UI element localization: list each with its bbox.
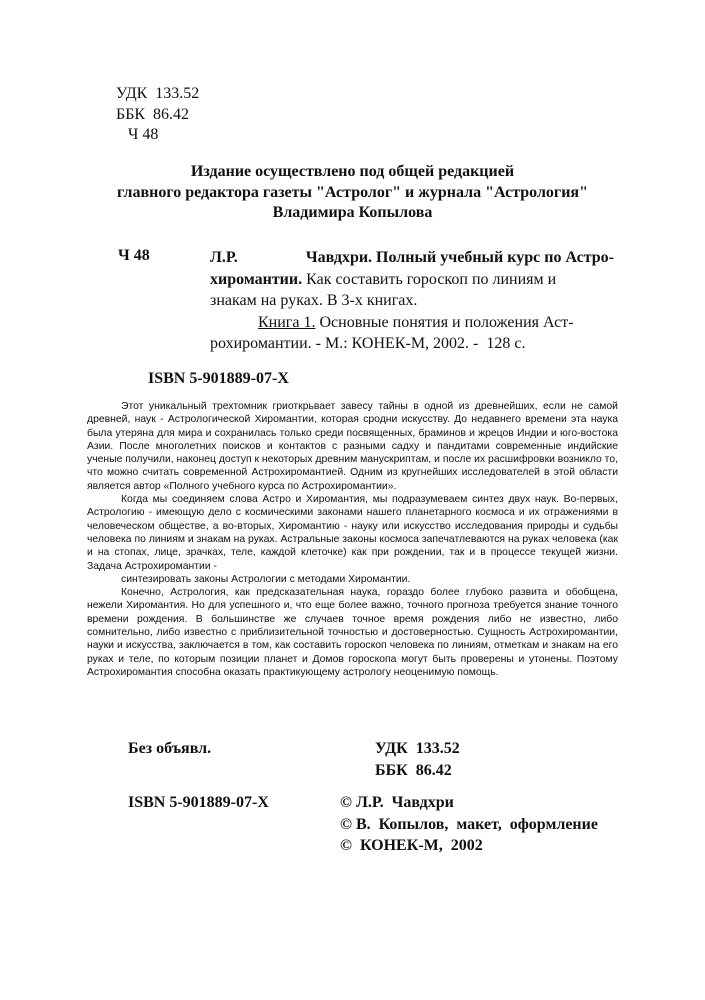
bib-subtitle: Как составить гороскоп по линиям и xyxy=(302,270,557,288)
abstract-paragraph: синтезировать законы Астрологии с методами Хиромантии. xyxy=(121,573,411,585)
abstract-paragraph: Конечно, Астрология, как предсказательная наука, гораздо более глубоко развита и обобщена, нежели Хиромантия. Но для успешного и, что еще более важно, точного прогноза требуется знание точного времени рождения. В большинстве же случаев точное время рождения либо не известно, либо сомнительно, либо известно с приблизительной точностью и достоверностью. Сущность Астрохиромантии, науки и искусства, заключается в том, как составить гороскоп человека по линиям, отметкам и знакам на его руках и теле, по которым позиции планет и Домов гороскопа могут быть проверены и утонены. Поэтому Астрохиромантия способна оказать практикующему астрологу неоценимую помощь. xyxy=(87,587,618,678)
abstract-paragraph: Этот уникальный трехтомник гриоткрьвает завесу тайны в одной из древнейших, если не самой древней, наук - Астрологической Хиромантии, которая сродни искусству. До недавнего времени эта наука была утеряна для мира и сохранилась только среди посвященных, браминов и жрецов Индии и юго-востока Азии. После многолетних поисков и контактов с разными садху и пандитами современные индийские ученые получили, наконец доступ к некоторых древним манускриптам, и после их расшифровки возникло то, что можно считать современной Астрохиромантией. Одним из кругнейших исследователей в этой области является автор «Полного учебного курса по Астрохиромантии». xyxy=(87,401,618,492)
author-sign: Ч 48 xyxy=(116,126,159,143)
bib-line-5: рохиромантии. - М.: КОНЕК-М, 2002. - 128 с. xyxy=(210,335,526,352)
editorial-line-3: Владимира Копылова xyxy=(272,204,433,221)
bib-line-1 xyxy=(210,247,614,269)
bib-title-cont: хиромантии. xyxy=(210,270,303,288)
bib-book-title: Основные понятия и положения Аст- xyxy=(315,313,574,331)
bib-book-label: Книга 1. xyxy=(258,313,316,331)
footer-bbk: ББК 86.42 xyxy=(375,761,452,779)
footer-isbn: ISBN 5-901889-07-X xyxy=(128,794,269,811)
abstract xyxy=(87,400,618,679)
bib-line-2 xyxy=(210,269,614,291)
bib-line-4 xyxy=(210,312,614,334)
copyright-block xyxy=(340,792,598,857)
editorial-note xyxy=(0,162,705,224)
bib-author-initials: Л.Р. xyxy=(210,249,238,266)
copyright-author: © Л.Р. Чавдхри xyxy=(340,794,454,811)
bibliographic-record xyxy=(210,247,614,355)
editorial-line-2: главного редактора газеты "Астролог" и журнала "Астрология" xyxy=(117,183,588,201)
bib-title-start: Чавдхри. Полный учебный курс по Астро- xyxy=(305,249,614,266)
bbk-code: ББК 86.42 xyxy=(116,105,190,123)
bib-line-3: знакам на руках. В 3-х книгах. xyxy=(210,292,418,309)
isbn-main: ISBN 5-901889-07-X xyxy=(148,370,289,387)
no-ads-note: Без объявл. xyxy=(128,740,212,757)
copyright-publisher: © КОНЕК-М, 2002 xyxy=(340,837,483,854)
editorial-line-1: Издание осуществлено под общей редакцией xyxy=(190,163,515,180)
abstract-paragraph: Когда мы соединяем слова Астро и Хиромантия, мы подразумеваем синтез двух наук. Во-первых, Астрологию - имеющую дело с космическими законами нашего планетарного космоса и их отражениями в человеческом обществе, а во-вторых, Хиромантию - науку или искусство исследования природы и судьбы человека по линиям и знакам на руках. Астральные законы космоса запечатлеваются на руках человека (как и на стопах, лице, зрачках, теле, каждой клеточке) как при рождении, так и в процессе текущей жизни. Задача Астрохиромантии - xyxy=(87,494,618,572)
udk-code: УДК 133.52 xyxy=(116,85,200,102)
copyright-layout: © В. Копылов, макет, оформление xyxy=(340,815,598,833)
udk-block xyxy=(116,84,199,146)
footer-udk: УДК 133.52 xyxy=(375,740,460,757)
catalog-code: Ч 48 xyxy=(118,247,150,264)
footer-codes xyxy=(375,738,460,781)
